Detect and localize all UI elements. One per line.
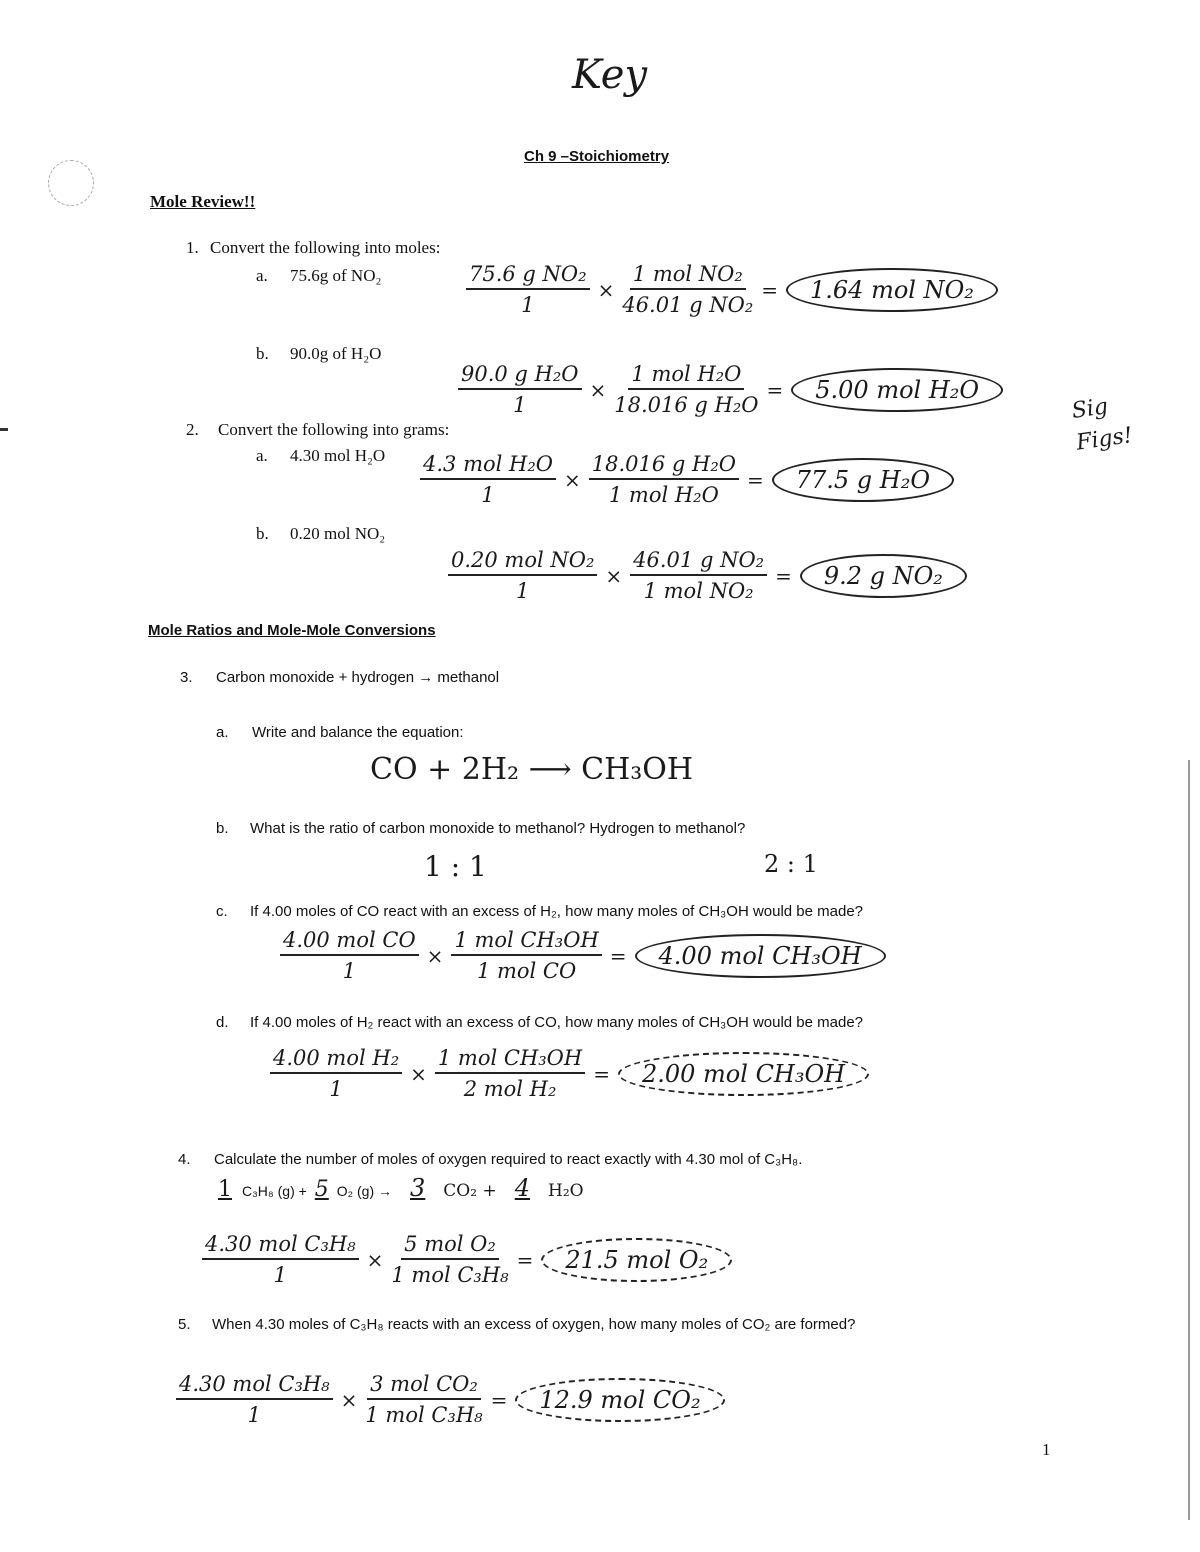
denominator: 1 mol CO xyxy=(476,959,577,983)
factor xyxy=(630,548,767,603)
page-title: Ch 9 –Stoichiometry xyxy=(524,148,670,165)
denominator: 46.01 g NO₂ xyxy=(622,293,754,317)
numerator: 5 mol O₂ xyxy=(401,1232,499,1260)
equals-sign: = xyxy=(609,943,627,968)
question-number: 2. xyxy=(186,420,199,439)
part-text: 0.20 mol NO₂ xyxy=(290,524,386,543)
equals-sign: = xyxy=(516,1247,534,1272)
question-text: Calculate the number of moles of oxygen required to react exactly with 4.30 mol of C₃H₈. xyxy=(214,1151,803,1168)
factor xyxy=(391,1232,508,1287)
numerator: 18.016 g H₂O xyxy=(589,452,739,480)
factor xyxy=(202,1232,359,1287)
numerator: 46.01 g NO₂ xyxy=(630,548,767,576)
scan-edge-mark xyxy=(1188,760,1190,1520)
part-text: 4.30 mol H₂O xyxy=(290,446,386,465)
coefficient: 4 xyxy=(514,1174,530,1202)
work-q1b xyxy=(458,362,1003,417)
times-sign: × xyxy=(426,943,444,968)
section-heading: Mole Review!! xyxy=(150,192,256,211)
factor xyxy=(589,452,739,507)
part-label: a. xyxy=(256,266,268,285)
sig-figs-note xyxy=(1070,388,1135,459)
circled-answer: 2.00 mol CH₃OH xyxy=(618,1052,869,1096)
circled-answer: 4.00 mol CH₃OH xyxy=(635,934,886,978)
times-sign: × xyxy=(410,1061,427,1086)
numerator: 4.30 mol C₃H₈ xyxy=(176,1372,333,1400)
numerator: 90.0 g H₂O xyxy=(458,362,582,390)
equals-sign: = xyxy=(766,377,784,402)
factor xyxy=(365,1372,482,1427)
question-text: Convert the following into moles: xyxy=(210,238,441,257)
factor xyxy=(270,1046,402,1101)
part-label: a. xyxy=(216,724,229,741)
denominator: 1 xyxy=(329,1077,343,1101)
work-q2a xyxy=(420,452,954,507)
denominator: 1 xyxy=(342,959,357,983)
numerator: 4.00 mol CO xyxy=(280,928,419,956)
denominator: 1 mol C₃H₈ xyxy=(391,1263,509,1287)
balanced-equation: CO + 2H₂ ⟶ CH₃OH xyxy=(370,752,694,787)
section-heading: Mole Ratios and Mole-Mole Conversions xyxy=(148,622,436,639)
species: H₂O xyxy=(548,1181,584,1201)
sig-figs-line: Figs! xyxy=(1074,423,1135,456)
part-text: If 4.00 moles of H₂ react with an excess of CO, how many moles of CH₃OH would be made? xyxy=(250,1014,864,1031)
coefficient: 5 xyxy=(314,1177,329,1202)
numerator: 1 mol H₂O xyxy=(628,362,744,390)
key-label: Key xyxy=(572,52,648,98)
numerator: 4.00 mol H₂ xyxy=(270,1046,402,1074)
part-text: 75.6g of NO₂ xyxy=(290,266,382,285)
species: C₃H₈ (g) + xyxy=(242,1183,307,1199)
part-label: b. xyxy=(256,344,269,363)
work-q3d xyxy=(270,1046,869,1101)
work-q5 xyxy=(176,1372,725,1427)
sig-figs-line: Sig xyxy=(1070,394,1110,424)
ratio-answer: 1 : 1 xyxy=(424,850,487,883)
factor xyxy=(448,548,597,603)
question-number: 1. xyxy=(186,238,199,257)
equals-sign: = xyxy=(593,1061,610,1086)
times-sign: × xyxy=(597,277,615,302)
circled-answer: 77.5 g H₂O xyxy=(772,458,954,502)
circled-answer: 12.9 mol CO₂ xyxy=(515,1378,724,1422)
denominator: 2 mol H₂ xyxy=(463,1077,557,1101)
factor xyxy=(451,928,601,983)
factor xyxy=(280,928,419,983)
denominator: 1 xyxy=(521,293,535,317)
factor xyxy=(622,262,753,317)
equals-sign: = xyxy=(490,1387,508,1412)
factor xyxy=(466,262,590,317)
times-sign: × xyxy=(605,563,623,588)
hole-punch-mark xyxy=(48,160,94,206)
question-number: 4. xyxy=(178,1151,191,1168)
denominator: 1 xyxy=(513,393,527,417)
part-text: Write and balance the equation: xyxy=(252,724,464,741)
equals-sign: = xyxy=(746,467,764,492)
denominator: 1 xyxy=(273,1263,287,1287)
part-label: b. xyxy=(216,820,229,837)
factor xyxy=(614,362,758,417)
denominator: 1 xyxy=(247,1403,261,1427)
part-text: If 4.00 moles of CO react with an excess of H₂, how many moles of CH₃OH would be made? xyxy=(250,903,864,920)
numerator: 75.6 g NO₂ xyxy=(466,262,590,290)
work-q1a xyxy=(466,262,998,317)
times-sign: × xyxy=(589,377,607,402)
question-text: When 4.30 moles of C₃H₈ reacts with an excess of oxygen, how many moles of CO₂ are formed? xyxy=(212,1316,856,1333)
page-number: 1 xyxy=(1042,1440,1051,1459)
factor xyxy=(176,1372,333,1427)
denominator: 1 xyxy=(516,579,530,603)
part-label: a. xyxy=(256,446,268,465)
denominator: 1 xyxy=(481,483,495,507)
circled-answer: 5.00 mol H₂O xyxy=(791,368,1003,412)
species: CO₂ + xyxy=(443,1181,497,1201)
times-sign: × xyxy=(366,1247,384,1272)
numerator: 1 mol CH₃OH xyxy=(451,928,601,956)
coefficient: 1 xyxy=(218,1177,232,1202)
question-text: Carbon monoxide + hydrogen → methanol xyxy=(216,669,500,686)
equals-sign: = xyxy=(775,563,792,588)
part-text: 90.0g of H₂O xyxy=(290,344,382,363)
species: O₂ (g) → xyxy=(336,1183,393,1199)
equals-sign: = xyxy=(761,277,779,302)
scan-edge-mark xyxy=(0,428,8,431)
factor xyxy=(458,362,582,417)
numerator: 4.30 mol C₃H₈ xyxy=(202,1232,359,1260)
question-number: 3. xyxy=(180,669,193,686)
ratio-answer: 2 : 1 xyxy=(764,850,818,878)
factor xyxy=(420,452,556,507)
denominator: 1 mol C₃H₈ xyxy=(365,1403,483,1427)
numerator: 4.3 mol H₂O xyxy=(420,452,556,480)
denominator: 1 mol NO₂ xyxy=(643,579,754,603)
work-q4 xyxy=(202,1232,732,1287)
coefficient: 3 xyxy=(410,1174,426,1202)
circled-answer: 1.64 mol NO₂ xyxy=(786,268,998,312)
work-q2b xyxy=(448,548,967,603)
factor xyxy=(435,1046,585,1101)
numerator: 1 mol NO₂ xyxy=(630,262,746,290)
work-q3c xyxy=(280,928,886,983)
denominator: 1 mol H₂O xyxy=(608,483,719,507)
balanced-equation xyxy=(212,1174,584,1202)
times-sign: × xyxy=(340,1387,358,1412)
part-label: b. xyxy=(256,524,269,543)
circled-answer: 21.5 mol O₂ xyxy=(541,1238,732,1282)
part-label: c. xyxy=(216,903,228,920)
denominator: 18.016 g H₂O xyxy=(614,393,759,417)
part-text: What is the ratio of carbon monoxide to methanol? Hydrogen to methanol? xyxy=(250,820,746,837)
times-sign: × xyxy=(563,467,581,492)
part-label: d. xyxy=(216,1014,229,1031)
numerator: 1 mol CH₃OH xyxy=(435,1046,585,1074)
circled-answer: 9.2 g NO₂ xyxy=(800,554,967,598)
question-text: Convert the following into grams: xyxy=(218,420,450,439)
numerator: 3 mol CO₂ xyxy=(367,1372,481,1400)
numerator: 0.20 mol NO₂ xyxy=(448,548,597,576)
question-number: 5. xyxy=(178,1316,191,1333)
